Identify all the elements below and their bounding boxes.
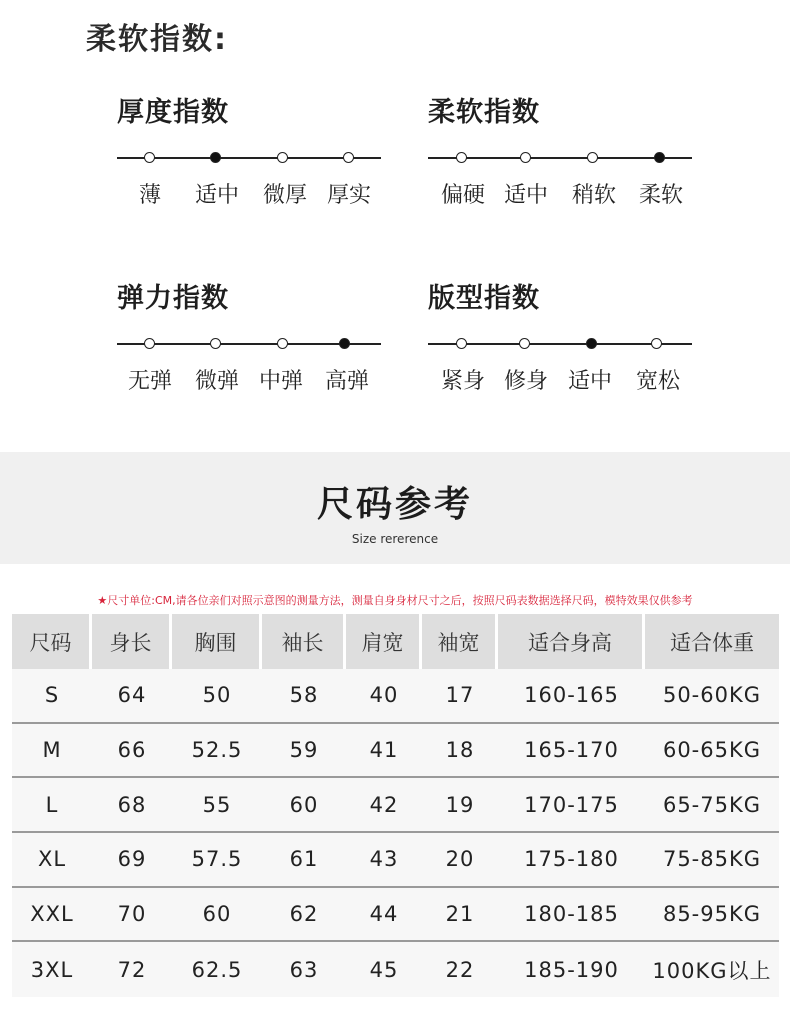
table-cell: 58	[262, 669, 346, 724]
scale-label: 修身	[503, 369, 549, 394]
table-cell: 63	[262, 942, 346, 997]
scale-dot	[343, 152, 354, 163]
table-cell: 175-180	[498, 833, 645, 888]
scale-dot	[210, 338, 221, 349]
scale-dot	[144, 338, 155, 349]
table-cell: 62.5	[172, 942, 262, 997]
scale-label: 适中	[503, 183, 549, 208]
size-table	[12, 614, 779, 997]
table-row	[12, 888, 779, 943]
table-cell: 66	[92, 724, 172, 779]
scale-labels	[428, 364, 692, 394]
index-scale	[428, 334, 692, 354]
softness-index	[428, 90, 692, 208]
table-cell: 40	[346, 669, 422, 724]
scale-label: 厚实	[326, 183, 372, 208]
table-row	[12, 942, 779, 997]
scale-dot	[277, 338, 288, 349]
scale-label: 适中	[567, 369, 613, 394]
table-cell: 59	[262, 724, 346, 779]
scale-dot	[651, 338, 662, 349]
scale-labels	[117, 178, 381, 208]
column-header: 胸围	[172, 614, 262, 669]
scale-labels	[428, 178, 692, 208]
table-cell: M	[12, 724, 92, 779]
elasticity-index	[117, 276, 381, 394]
table-cell: 20	[422, 833, 498, 888]
index-title: 厚度指数	[117, 97, 229, 128]
column-header: 袖长	[262, 614, 346, 669]
scale-label: 中弹	[258, 369, 304, 394]
scale-label: 紧身	[440, 369, 486, 394]
scale-dot	[339, 338, 350, 349]
table-cell: 60-65KG	[645, 724, 779, 779]
index-title: 版型指数	[428, 283, 540, 314]
table-cell: 185-190	[498, 942, 645, 997]
table-cell: 180-185	[498, 888, 645, 943]
scale-dot	[210, 152, 221, 163]
column-header: 适合身高	[498, 614, 645, 669]
column-header: 适合体重	[645, 614, 779, 669]
table-header-row	[12, 614, 779, 669]
section-title: 柔软指数:	[86, 22, 228, 57]
scale-dot	[520, 152, 531, 163]
scale-dot	[587, 152, 598, 163]
scale-label: 无弹	[127, 369, 173, 394]
table-cell: 69	[92, 833, 172, 888]
table-cell: 42	[346, 778, 422, 833]
scale-label: 高弹	[324, 369, 370, 394]
table-cell: 43	[346, 833, 422, 888]
thickness-index	[117, 90, 381, 208]
table-cell: 160-165	[498, 669, 645, 724]
table-row	[12, 669, 779, 724]
column-header: 肩宽	[346, 614, 422, 669]
table-cell: 72	[92, 942, 172, 997]
table-cell: 65-75KG	[645, 778, 779, 833]
table-cell: 61	[262, 833, 346, 888]
table-cell: 3XL	[12, 942, 92, 997]
table-cell: 62	[262, 888, 346, 943]
table-cell: 50	[172, 669, 262, 724]
table-cell: 55	[172, 778, 262, 833]
table-cell: 41	[346, 724, 422, 779]
scale-dot	[654, 152, 665, 163]
scale-dot	[519, 338, 530, 349]
table-cell: 50-60KG	[645, 669, 779, 724]
table-row	[12, 724, 779, 779]
table-cell: 60	[172, 888, 262, 943]
scale-label: 微弹	[194, 369, 240, 394]
table-cell: 18	[422, 724, 498, 779]
scale-dot	[456, 152, 467, 163]
table-cell: 17	[422, 669, 498, 724]
scale-labels	[117, 364, 381, 394]
table-cell: 21	[422, 888, 498, 943]
column-header: 身长	[92, 614, 172, 669]
scale-label: 偏硬	[440, 183, 486, 208]
banner-subtitle: Size rererence	[351, 532, 439, 546]
table-cell: 57.5	[172, 833, 262, 888]
column-header: 尺码	[12, 614, 92, 669]
table-cell: 170-175	[498, 778, 645, 833]
table-cell: 70	[92, 888, 172, 943]
scale-label: 微厚	[262, 183, 308, 208]
table-cell: 68	[92, 778, 172, 833]
fit-index	[428, 276, 692, 394]
table-cell: XL	[12, 833, 92, 888]
index-scale	[428, 148, 692, 168]
table-cell: 52.5	[172, 724, 262, 779]
scale-label: 薄	[138, 183, 162, 208]
scale-dot	[144, 152, 155, 163]
index-scale	[117, 334, 381, 354]
table-row	[12, 778, 779, 833]
column-header: 袖宽	[422, 614, 498, 669]
table-cell: 64	[92, 669, 172, 724]
table-cell: L	[12, 778, 92, 833]
table-cell: 44	[346, 888, 422, 943]
table-cell: S	[12, 669, 92, 724]
scale-dot	[586, 338, 597, 349]
scale-line	[117, 157, 381, 159]
scale-dot	[456, 338, 467, 349]
scale-label: 稍软	[571, 183, 617, 208]
scale-label: 宽松	[635, 369, 681, 394]
table-cell: 60	[262, 778, 346, 833]
table-cell: 165-170	[498, 724, 645, 779]
index-title: 柔软指数	[428, 97, 540, 128]
index-title: 弹力指数	[117, 283, 229, 314]
table-cell: 100KG以上	[645, 942, 779, 997]
index-scale	[117, 148, 381, 168]
table-cell: 75-85KG	[645, 833, 779, 888]
table-cell: XXL	[12, 888, 92, 943]
table-cell: 85-95KG	[645, 888, 779, 943]
table-row	[12, 833, 779, 888]
table-cell: 19	[422, 778, 498, 833]
table-cell: 45	[346, 942, 422, 997]
scale-label: 柔软	[638, 183, 684, 208]
size-notice: ★尺寸单位:CM,请各位亲们对照示意图的测量方法，测量自身身材尺寸之后，按照尺码表数据选择尺码，模特效果仅供参考	[97, 594, 693, 607]
table-cell: 22	[422, 942, 498, 997]
scale-line	[428, 157, 692, 159]
scale-label: 适中	[194, 183, 240, 208]
size-reference-banner	[0, 452, 790, 564]
banner-title: 尺码参考	[316, 484, 473, 525]
scale-dot	[277, 152, 288, 163]
